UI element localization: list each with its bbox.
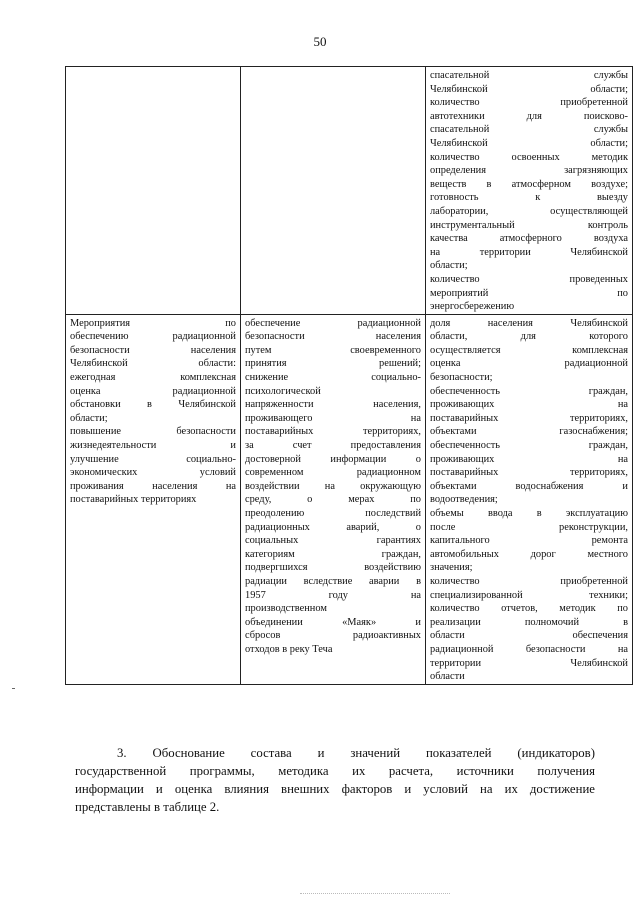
cell-line: Мероприятия по [70, 317, 236, 329]
cell-line: веществ в атмосферном воздухе; [430, 178, 628, 190]
cell-line: осуществляется комплексная [430, 344, 628, 356]
cell-line: объемы ввода в эксплуатацию [430, 508, 628, 519]
table-row [66, 67, 633, 315]
cell-line: значения; [430, 562, 473, 574]
cell-line: сбросов радиоактивных [245, 630, 421, 642]
cell-line: напряженности населения, [245, 399, 421, 411]
cell-line: автомобильных дорог местного [430, 548, 628, 560]
cell-line: проживающего на [245, 412, 421, 424]
cell-line: оценка радиационной [430, 358, 628, 370]
cell-line: подвергшихся воздействию [245, 562, 421, 574]
cell-line: спасательной службы [430, 124, 628, 136]
cell-line: автотехники для поисково- [430, 110, 628, 122]
cell-line: экономических условий [70, 467, 236, 479]
bottom-dotted-line [300, 893, 450, 894]
cell-line: среду, о мерах по [245, 494, 421, 506]
table-cell-activities [66, 67, 241, 315]
cell-line: инструментальный контроль [430, 219, 628, 231]
cell-line: количество отчетов, методик по [430, 603, 628, 615]
cell-line: преодолению последствий [245, 508, 421, 519]
cell-line: лаборатории, осуществляющей [430, 205, 628, 217]
cell-line: безопасности; [430, 372, 493, 384]
indicators-table [65, 66, 633, 685]
cell-line: спасательной службы [430, 70, 628, 81]
table-cell-indicators [426, 314, 633, 684]
cell-line: Челябинской области; [430, 137, 628, 149]
cell-line: безопасности населения [245, 331, 421, 343]
cell-line: поставарийных территориях, [245, 426, 421, 438]
cell-line: радиационных аварий, о [245, 521, 421, 533]
cell-line: проживания населения на [70, 480, 236, 492]
cell-line: обеспеченность граждан, [430, 385, 628, 397]
cell-line: отходов в реку Теча [245, 643, 333, 655]
cell-line: объектами водоснабжения и [430, 480, 628, 492]
cell-line: обеспеченность граждан, [430, 440, 628, 452]
cell-line: повышение безопасности [70, 426, 236, 438]
cell-line: территории Челябинской [430, 657, 628, 669]
page-number: 50 [313, 34, 327, 49]
cell-line: радиации вследствие аварии в [245, 575, 421, 587]
cell-line: ежегодная комплексная [70, 372, 236, 384]
cell-line: воздействии на окружающую [245, 480, 421, 492]
cell-line: водоотведения; [430, 494, 498, 506]
cell-line: поставарийных территориях [70, 494, 197, 506]
table-cell-indicators [426, 67, 633, 315]
cell-line: безопасности населения [70, 344, 236, 356]
cell-line: количество проведенных [430, 273, 628, 285]
cell-line: капитального ремонта [430, 535, 628, 547]
cell-line: энергосбережению [430, 301, 515, 313]
cell-line: количество приобретенной [430, 97, 628, 109]
cell-line: категориям граждан, [245, 548, 421, 560]
cell-line: улучшение социально- [70, 453, 236, 465]
cell-line: мероприятий по [430, 287, 628, 299]
cell-line: современном радиационном [245, 467, 421, 479]
cell-line: объектами газоснабжения; [430, 426, 628, 438]
cell-line: Челябинской области; [430, 83, 628, 95]
table-cell-activities [66, 314, 241, 684]
cell-line: Челябинской области: [70, 358, 236, 370]
paragraph-line: информации и оценка влияния внешних факторов и условий на их достижение [75, 782, 595, 796]
cell-line: области [430, 671, 465, 683]
paragraph-line: государственной программы, методика их расчета, источники получения [75, 764, 595, 778]
cell-line: качества атмосферного воздуха [430, 233, 628, 245]
cell-line: объединении «Маяк» и [245, 616, 421, 628]
cell-line: оценка радиационной [70, 385, 236, 397]
cell-line: 1957 году на [245, 589, 421, 601]
cell-line: после реконструкции, [430, 521, 628, 533]
paragraph-line: представлены в таблице 2. [75, 800, 220, 814]
cell-line: количество приобретенной [430, 575, 628, 587]
cell-line: социальных гарантиях [245, 535, 421, 547]
cell-line: за счет предоставления [245, 440, 421, 452]
table-row [66, 314, 633, 684]
cell-line: готовность к выезду [430, 192, 628, 204]
cell-line: области; [70, 412, 108, 424]
cell-line: реализации полномочий в [430, 616, 628, 628]
cell-line: снижение социально- [245, 372, 421, 384]
cell-line: путем своевременного [245, 344, 421, 356]
cell-line: области обеспечения [430, 630, 628, 642]
cell-line: проживающих на [430, 453, 628, 465]
cell-line: поставарийных территориях, [430, 467, 628, 479]
cell-line: обеспечению радиационной [70, 331, 236, 343]
cell-line: психологической [245, 385, 321, 397]
cell-line: области, для которого [430, 331, 628, 343]
margin-mark [12, 688, 15, 689]
section-paragraph [75, 744, 595, 816]
cell-line: обеспечение радиационной [245, 317, 421, 329]
cell-line: поставарийных территориях, [430, 412, 628, 424]
cell-line: жизнедеятельности и [70, 440, 236, 452]
paragraph-line: 3. Обоснование состава и значений показателей (индикаторов) [117, 746, 595, 760]
cell-line: области; [430, 260, 468, 272]
cell-line: производственном [245, 603, 327, 615]
cell-line: радиационной безопасности на [430, 643, 628, 655]
table-cell-results [241, 67, 426, 315]
cell-line: доля населения Челябинской [430, 317, 628, 329]
cell-line: обстановки в Челябинской [70, 399, 236, 411]
cell-line: специализированной техники; [430, 589, 628, 601]
table-cell-results [241, 314, 426, 684]
cell-line: количество освоенных методик [430, 151, 628, 163]
cell-line: достоверной информации о [245, 453, 421, 465]
cell-line: принятия решений; [245, 358, 421, 370]
cell-line: определения загрязняющих [430, 165, 628, 177]
cell-line: проживающих на [430, 399, 628, 411]
cell-line: на территории Челябинской [430, 246, 628, 258]
